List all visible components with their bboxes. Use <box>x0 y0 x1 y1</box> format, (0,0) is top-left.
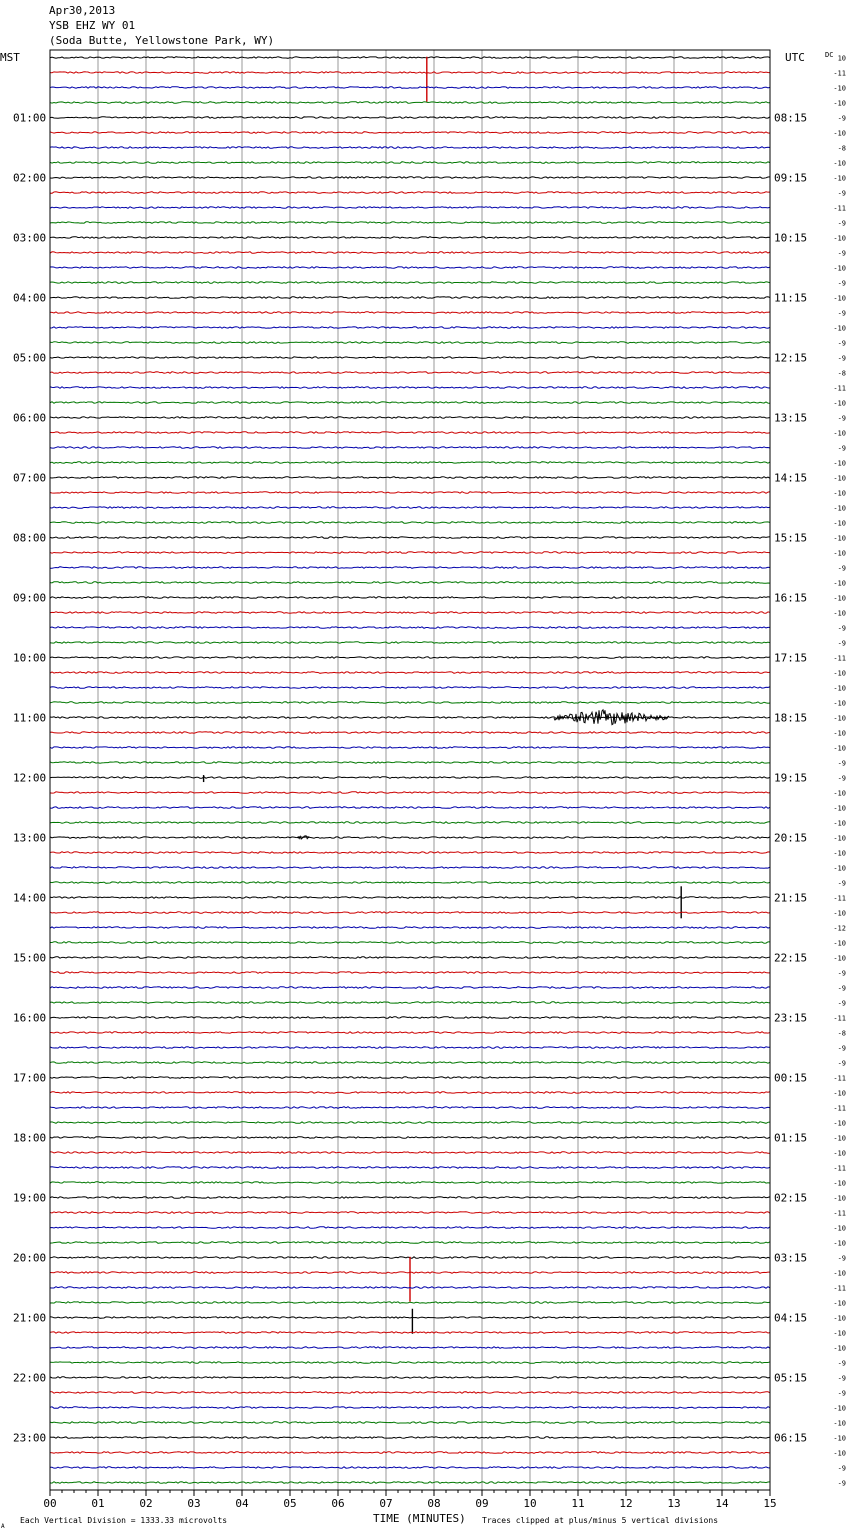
seismic-trace <box>50 852 770 854</box>
seismic-trace <box>50 1407 770 1409</box>
seismic-trace <box>50 987 770 989</box>
seismic-trace <box>50 222 770 224</box>
dc-offset-label: -9 <box>837 1479 846 1488</box>
seismic-trace <box>50 657 770 659</box>
dc-offset-label: -10 <box>833 1344 846 1353</box>
seismic-trace <box>50 177 770 179</box>
dc-offset-label: -9 <box>837 249 846 258</box>
dc-offset-label: -9 <box>837 1254 846 1263</box>
mst-hour-label: 06:00 <box>13 411 47 425</box>
seismic-trace <box>50 702 770 704</box>
dc-offset-label: -10 <box>833 474 846 483</box>
header-location: (Soda Butte, Yellowstone Park, WY) <box>49 34 275 47</box>
dc-offset-label: -10 <box>833 1119 846 1128</box>
dc-offset-label: -10 <box>833 819 846 828</box>
seismic-trace <box>50 567 770 569</box>
x-tick-label: 04 <box>235 1497 249 1510</box>
dc-offset-label: -10 <box>833 1329 846 1338</box>
dc-offset-label: -10 <box>833 789 846 798</box>
x-tick-label: 10 <box>523 1497 537 1510</box>
dc-offset-label: -10 <box>833 84 846 93</box>
utc-hour-label: 13:15 <box>774 411 808 425</box>
utc-hour-label: 04:15 <box>774 1311 808 1325</box>
utc-hour-label: 02:15 <box>774 1191 808 1205</box>
dc-offset-label: -10 <box>833 729 846 738</box>
mst-hour-label: 07:00 <box>13 471 47 485</box>
dc-offset-label: -10 <box>833 174 846 183</box>
seismic-trace <box>50 627 770 629</box>
mst-hour-label: 09:00 <box>13 591 47 605</box>
seismic-trace <box>50 747 770 749</box>
mst-hour-label: 04:00 <box>13 291 47 305</box>
seismic-trace <box>50 1002 770 1004</box>
utc-hour-label: 22:15 <box>774 951 808 965</box>
mst-hour-label: 15:00 <box>13 951 47 965</box>
dc-offset-label: -9 <box>837 624 846 633</box>
seismic-trace <box>50 1422 770 1424</box>
seismic-trace <box>50 612 770 614</box>
dc-offset-label: -10 <box>833 459 846 468</box>
dc-offset-label: -9 <box>837 984 846 993</box>
dc-offset-label: -9 <box>837 339 846 348</box>
seismic-trace <box>50 1182 770 1184</box>
seismic-trace <box>50 1347 770 1349</box>
dc-offset-label: -11 <box>833 1209 846 1218</box>
x-tick-label: 03 <box>187 1497 201 1510</box>
x-tick-label: 02 <box>139 1497 153 1510</box>
seismic-trace <box>50 417 770 419</box>
utc-hour-label: 06:15 <box>774 1431 808 1445</box>
dc-offset-label: -9 <box>837 219 846 228</box>
dc-offset-label: -9 <box>837 279 846 288</box>
utc-hour-label: 01:15 <box>774 1131 808 1145</box>
dc-offset-label: -9 <box>837 759 846 768</box>
dc-offset-label: -9 <box>837 1044 846 1053</box>
x-tick-label: 00 <box>43 1497 57 1510</box>
left-axis-title: MST <box>0 51 20 64</box>
dc-offset-label: -11 <box>833 1014 846 1023</box>
dc-offset-label: -10 <box>833 234 846 243</box>
dc-offset-label: -10 <box>833 1449 846 1458</box>
dc-offset-label: -10 <box>833 1224 846 1233</box>
dc-offset-label: -10 <box>833 324 846 333</box>
mst-hour-label: 13:00 <box>13 831 47 845</box>
seismic-trace <box>50 1452 770 1454</box>
seismic-trace <box>50 687 770 689</box>
utc-hour-label: 11:15 <box>774 291 808 305</box>
dc-offset-label: -8 <box>837 1029 846 1038</box>
seismic-trace <box>50 57 770 59</box>
label-layer <box>13 55 846 1511</box>
seismic-trace <box>50 1482 770 1484</box>
seismic-trace <box>50 552 770 554</box>
dc-offset-label: -9 <box>837 564 846 573</box>
seismic-trace <box>50 402 770 404</box>
header-station: YSB EHZ WY 01 <box>49 19 136 32</box>
seismic-trace <box>50 1377 770 1379</box>
dc-offset-label: -10 <box>833 399 846 408</box>
right-axis-title: UTC <box>785 51 805 64</box>
dc-offset-label: -11 <box>833 1284 846 1293</box>
mst-hour-label: 08:00 <box>13 531 47 545</box>
x-tick-label: 08 <box>427 1497 441 1510</box>
seismic-trace <box>50 882 770 884</box>
dc-offset-label: -10 <box>833 699 846 708</box>
seismic-trace <box>50 1227 770 1229</box>
seismic-trace <box>50 582 770 584</box>
trace-layer <box>50 57 770 1484</box>
seismic-trace <box>50 372 770 374</box>
seismic-trace <box>50 207 770 209</box>
dc-offset-label: 10 <box>837 54 846 63</box>
seismic-trace <box>50 807 770 809</box>
seismic-trace <box>50 132 770 134</box>
utc-hour-label: 18:15 <box>774 711 808 725</box>
mst-hour-label: 02:00 <box>13 171 47 185</box>
seismic-trace <box>50 522 770 524</box>
utc-hour-label: 03:15 <box>774 1251 808 1265</box>
seismic-trace <box>50 72 770 74</box>
dc-offset-label: -9 <box>837 1374 846 1383</box>
utc-hour-label: 05:15 <box>774 1371 808 1385</box>
dc-offset-label: -10 <box>833 534 846 543</box>
seismic-trace <box>50 312 770 314</box>
seismic-trace <box>50 267 770 269</box>
seismic-trace <box>50 672 770 674</box>
x-tick-label: 05 <box>283 1497 297 1510</box>
mst-hour-label: 22:00 <box>13 1371 47 1385</box>
seismic-trace <box>50 507 770 509</box>
dc-offset-label: -10 <box>833 1419 846 1428</box>
dc-offset-label: -11 <box>833 69 846 78</box>
mst-hour-label: 23:00 <box>13 1431 47 1445</box>
dc-offset-label: -11 <box>833 1104 846 1113</box>
dc-offset-label: -10 <box>833 834 846 843</box>
clip-note: Traces clipped at plus/minus 5 vertical divisions <box>482 1516 719 1525</box>
seismic-trace <box>50 102 770 104</box>
dc-offset-label: -10 <box>833 99 846 108</box>
utc-hour-label: 17:15 <box>774 651 808 665</box>
dc-offset-label: -10 <box>833 669 846 678</box>
dc-offset-label: -11 <box>833 204 846 213</box>
dc-offset-label: -10 <box>833 1149 846 1158</box>
utc-hour-label: 15:15 <box>774 531 808 545</box>
dc-offset-label: -10 <box>833 684 846 693</box>
dc-offset-label: -10 <box>833 1269 846 1278</box>
dc-offset-label: -10 <box>833 804 846 813</box>
dc-offset-label: -10 <box>833 909 846 918</box>
dc-offset-label: -10 <box>833 129 846 138</box>
seismic-trace <box>50 762 770 764</box>
dc-offset-label: -9 <box>837 189 846 198</box>
seismic-trace <box>50 792 770 794</box>
seismic-trace <box>50 1017 770 1019</box>
utc-hour-label: 14:15 <box>774 471 808 485</box>
dc-offset-label: -11 <box>833 384 846 393</box>
seismic-trace <box>50 912 770 914</box>
seismic-trace <box>50 642 770 644</box>
seismic-trace <box>50 1167 770 1169</box>
mst-hour-label: 03:00 <box>13 231 47 245</box>
seismic-trace <box>50 87 770 89</box>
seismic-trace <box>50 237 770 239</box>
mst-hour-label: 16:00 <box>13 1011 47 1025</box>
x-tick-label: 01 <box>91 1497 105 1510</box>
corner-mark: A <box>1 1523 5 1530</box>
dc-offset-label: -10 <box>833 849 846 858</box>
seismic-trace <box>50 1062 770 1064</box>
seismic-trace <box>50 867 770 869</box>
dc-offset-label: -9 <box>837 309 846 318</box>
dc-offset-label: -10 <box>833 504 846 513</box>
seismic-trace <box>50 1467 770 1469</box>
utc-hour-label: 00:15 <box>774 1071 808 1085</box>
seismic-trace <box>50 387 770 389</box>
dc-offset-label: -10 <box>833 1404 846 1413</box>
dc-offset-label: -10 <box>833 1194 846 1203</box>
dc-offset-label: -9 <box>837 1059 846 1068</box>
seismic-trace <box>50 447 770 449</box>
utc-hour-label: 21:15 <box>774 891 808 905</box>
mst-hour-label: 21:00 <box>13 1311 47 1325</box>
x-tick-label: 12 <box>619 1497 633 1510</box>
seismic-trace <box>50 1362 770 1364</box>
seismic-trace <box>50 1317 770 1319</box>
seismic-trace <box>50 927 770 929</box>
seismic-trace <box>50 117 770 119</box>
mst-hour-label: 14:00 <box>13 891 47 905</box>
dc-offset-label: -10 <box>833 939 846 948</box>
seismic-trace <box>50 1392 770 1394</box>
dc-offset-label: -9 <box>837 879 846 888</box>
dc-offset-label: -10 <box>833 1239 846 1248</box>
dc-column-title: DC <box>825 51 834 59</box>
dc-offset-label: -10 <box>833 264 846 273</box>
dc-offset-label: -10 <box>833 549 846 558</box>
dc-offset-label: -10 <box>833 1134 846 1143</box>
seismic-trace <box>50 342 770 344</box>
dc-offset-label: -8 <box>837 369 846 378</box>
seismic-trace <box>50 477 770 479</box>
mst-hour-label: 10:00 <box>13 651 47 665</box>
dc-offset-label: -10 <box>833 714 846 723</box>
dc-offset-label: -9 <box>837 1359 846 1368</box>
seismic-trace <box>50 1107 770 1109</box>
utc-hour-label: 16:15 <box>774 591 808 605</box>
seismic-trace <box>50 1197 770 1199</box>
seismic-trace <box>50 897 770 899</box>
seismic-trace <box>50 1077 770 1079</box>
mst-hour-label: 12:00 <box>13 771 47 785</box>
dc-offset-label: -11 <box>833 894 846 903</box>
seismic-trace <box>50 297 770 299</box>
x-axis-title: TIME (MINUTES) <box>373 1512 466 1525</box>
mst-hour-label: 18:00 <box>13 1131 47 1145</box>
dc-offset-label: -10 <box>833 519 846 528</box>
seismic-trace <box>50 1122 770 1124</box>
mst-hour-label: 05:00 <box>13 351 47 365</box>
seismic-trace <box>50 252 770 254</box>
header-date: Apr30,2013 <box>49 4 116 17</box>
x-tick-label: 14 <box>715 1497 729 1510</box>
x-tick-label: 15 <box>763 1497 777 1510</box>
x-tick-label: 09 <box>475 1497 489 1510</box>
x-tick-label: 07 <box>379 1497 393 1510</box>
seismic-trace <box>50 162 770 164</box>
dc-offset-label: -9 <box>837 999 846 1008</box>
seismic-trace <box>50 282 770 284</box>
dc-offset-label: -10 <box>833 1434 846 1443</box>
dc-offset-label: -12 <box>833 924 846 933</box>
seismic-trace <box>50 327 770 329</box>
seismic-trace <box>50 1047 770 1049</box>
seismic-trace <box>50 492 770 494</box>
dc-offset-label: -10 <box>833 744 846 753</box>
seismic-trace <box>50 462 770 464</box>
seismic-trace <box>50 1137 770 1139</box>
scale-note: Each Vertical Division = 1333.33 microvolts <box>20 1516 228 1525</box>
dc-offset-label: -8 <box>837 144 846 153</box>
seismic-trace <box>50 537 770 539</box>
mst-hour-label: 11:00 <box>13 711 47 725</box>
dc-offset-label: -9 <box>837 114 846 123</box>
utc-hour-label: 19:15 <box>774 771 808 785</box>
mst-hour-label: 01:00 <box>13 111 47 125</box>
seismic-trace <box>50 1212 770 1214</box>
dc-offset-label: -9 <box>837 354 846 363</box>
seismic-trace <box>50 432 770 434</box>
seismic-trace <box>50 777 770 779</box>
dc-offset-label: -10 <box>833 1314 846 1323</box>
dc-offset-label: -9 <box>837 444 846 453</box>
seismic-trace <box>50 1092 770 1094</box>
dc-offset-label: -10 <box>833 609 846 618</box>
seismic-trace <box>50 822 770 824</box>
dc-offset-label: -10 <box>833 1179 846 1188</box>
seismic-trace <box>50 957 770 959</box>
dc-offset-label: -11 <box>833 654 846 663</box>
utc-hour-label: 09:15 <box>774 171 808 185</box>
seismic-trace <box>50 942 770 944</box>
dc-offset-label: -10 <box>833 1089 846 1098</box>
dc-offset-label: -11 <box>833 1164 846 1173</box>
dc-offset-label: -9 <box>837 1464 846 1473</box>
x-tick-label: 11 <box>571 1497 585 1510</box>
seismic-trace <box>50 837 770 839</box>
utc-hour-label: 23:15 <box>774 1011 808 1025</box>
dc-offset-label: -9 <box>837 1389 846 1398</box>
seismic-trace <box>50 1242 770 1244</box>
x-tick-label: 06 <box>331 1497 345 1510</box>
dc-offset-label: -11 <box>833 1074 846 1083</box>
seismic-trace <box>50 972 770 974</box>
seismic-trace <box>50 1032 770 1034</box>
utc-hour-label: 10:15 <box>774 231 808 245</box>
dc-offset-label: -10 <box>833 864 846 873</box>
dc-offset-label: -10 <box>833 579 846 588</box>
seismic-trace <box>50 1302 770 1304</box>
mst-hour-label: 17:00 <box>13 1071 47 1085</box>
dc-offset-label: -10 <box>833 594 846 603</box>
dc-offset-label: -10 <box>833 954 846 963</box>
dc-offset-label: -10 <box>833 1299 846 1308</box>
dc-offset-label: -9 <box>837 639 846 648</box>
dc-offset-label: -10 <box>833 159 846 168</box>
seismic-trace <box>50 147 770 149</box>
utc-hour-label: 08:15 <box>774 111 808 125</box>
mst-hour-label: 20:00 <box>13 1251 47 1265</box>
seismic-trace <box>50 357 770 359</box>
dc-offset-label: -9 <box>837 969 846 978</box>
seismic-trace <box>50 1152 770 1154</box>
dc-offset-label: -10 <box>833 429 846 438</box>
seismic-trace <box>50 732 770 734</box>
dc-offset-label: -10 <box>833 294 846 303</box>
utc-hour-label: 12:15 <box>774 351 808 365</box>
mst-hour-label: 19:00 <box>13 1191 47 1205</box>
dc-offset-label: -9 <box>837 774 846 783</box>
x-tick-label: 13 <box>667 1497 681 1510</box>
dc-offset-label: -10 <box>833 489 846 498</box>
seismic-trace <box>50 1332 770 1334</box>
seismic-trace <box>50 192 770 194</box>
utc-hour-label: 20:15 <box>774 831 808 845</box>
seismic-trace <box>50 597 770 599</box>
seismic-trace <box>50 1437 770 1439</box>
dc-offset-label: -9 <box>837 414 846 423</box>
